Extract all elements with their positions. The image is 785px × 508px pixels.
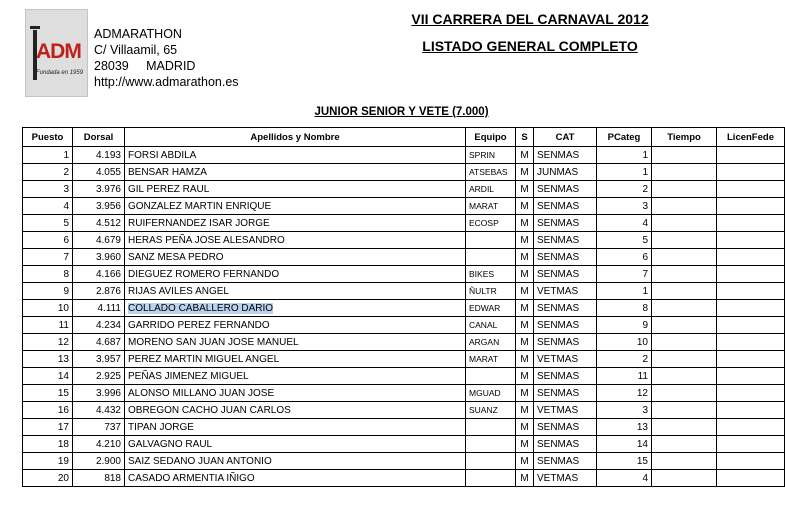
cell-dorsal: 4.687 [73, 334, 125, 351]
cell-puesto: 19 [23, 453, 73, 470]
cell-licenfede [717, 164, 785, 181]
cell-dorsal: 2.925 [73, 368, 125, 385]
cell-equipo [466, 470, 516, 487]
cell-cat: SENMAS [534, 453, 597, 470]
cell-pcateg: 11 [597, 368, 652, 385]
cell-cat: SENMAS [534, 215, 597, 232]
cell-nombre: SAIZ SEDANO JUAN ANTONIO [125, 453, 466, 470]
cell-nombre: PEREZ MARTIN MIGUEL ANGEL [125, 351, 466, 368]
cell-nombre: RUIFERNANDEZ ISAR JORGE [125, 215, 466, 232]
cell-sexo: M [516, 419, 534, 436]
cell-pcateg: 3 [597, 402, 652, 419]
cell-tiempo [652, 181, 717, 198]
cell-sexo: M [516, 368, 534, 385]
cell-equipo: MARAT [466, 351, 516, 368]
table-row [23, 249, 785, 266]
cell-nombre: PEÑAS JIMENEZ MIGUEL [125, 368, 466, 385]
cell-sexo: M [516, 215, 534, 232]
cell-dorsal: 3.956 [73, 198, 125, 215]
cell-pcateg: 9 [597, 317, 652, 334]
cell-equipo: ÑULTR [466, 283, 516, 300]
cell-cat: SENMAS [534, 368, 597, 385]
cell-tiempo [652, 300, 717, 317]
table-row [23, 266, 785, 283]
cell-nombre: FORSI ABDILA [125, 147, 466, 164]
logo-tick [30, 26, 40, 29]
cell-cat: SENMAS [534, 181, 597, 198]
table-row [23, 334, 785, 351]
cell-tiempo [652, 385, 717, 402]
col-pcateg: PCateg [597, 128, 652, 147]
cell-licenfede [717, 334, 785, 351]
cell-sexo: M [516, 198, 534, 215]
table-row [23, 317, 785, 334]
cell-pcateg: 1 [597, 283, 652, 300]
cell-nombre: GIL PEREZ RAUL [125, 181, 466, 198]
cell-equipo: ATSEBAS [466, 164, 516, 181]
cell-licenfede [717, 249, 785, 266]
cell-licenfede [717, 198, 785, 215]
table-row [23, 300, 785, 317]
cell-cat: SENMAS [534, 300, 597, 317]
cell-tiempo [652, 317, 717, 334]
col-dorsal: Dorsal [73, 128, 125, 147]
cell-cat: SENMAS [534, 419, 597, 436]
cell-tiempo [652, 215, 717, 232]
cell-equipo: ARDIL [466, 181, 516, 198]
cell-puesto: 2 [23, 164, 73, 181]
cell-pcateg: 2 [597, 351, 652, 368]
cell-sexo: M [516, 232, 534, 249]
organizer-address [94, 26, 239, 90]
cell-licenfede [717, 300, 785, 317]
cell-puesto: 8 [23, 266, 73, 283]
cell-nombre: GARRIDO PEREZ FERNANDO [125, 317, 466, 334]
cell-sexo: M [516, 283, 534, 300]
cell-puesto: 3 [23, 181, 73, 198]
cell-tiempo [652, 419, 717, 436]
cell-equipo [466, 436, 516, 453]
table-row [23, 385, 785, 402]
cell-equipo: ECOSP [466, 215, 516, 232]
cell-sexo: M [516, 181, 534, 198]
cell-puesto: 13 [23, 351, 73, 368]
cell-dorsal: 4.512 [73, 215, 125, 232]
cell-licenfede [717, 436, 785, 453]
cell-licenfede [717, 147, 785, 164]
cell-sexo: M [516, 470, 534, 487]
cell-puesto: 16 [23, 402, 73, 419]
table-row [23, 419, 785, 436]
cell-sexo: M [516, 147, 534, 164]
cell-pcateg: 14 [597, 436, 652, 453]
logo-year: Fundada en 1959 [36, 70, 84, 76]
col-puesto: Puesto [23, 128, 73, 147]
cell-nombre: TIPAN JORGE [125, 419, 466, 436]
cell-licenfede [717, 181, 785, 198]
cell-licenfede [717, 368, 785, 385]
col-cat: CAT [534, 128, 597, 147]
category-heading: JUNIOR SENIOR Y VETE (7.000) [314, 106, 489, 118]
cell-puesto: 11 [23, 317, 73, 334]
cell-equipo: MARAT [466, 198, 516, 215]
cell-equipo [466, 232, 516, 249]
cell-sexo: M [516, 249, 534, 266]
cell-pcateg: 15 [597, 453, 652, 470]
cell-nombre: ALONSO MILLANO JUAN JOSE [125, 385, 466, 402]
cell-tiempo [652, 436, 717, 453]
cell-equipo: ARGAN [466, 334, 516, 351]
org-name: ADMARATHON [94, 27, 182, 41]
cell-pcateg: 4 [597, 470, 652, 487]
cell-cat: SENMAS [534, 436, 597, 453]
cell-cat: SENMAS [534, 232, 597, 249]
table-row [23, 470, 785, 487]
cell-licenfede [717, 351, 785, 368]
cell-sexo: M [516, 334, 534, 351]
col-sexo: S [516, 128, 534, 147]
cell-puesto: 18 [23, 436, 73, 453]
cell-sexo: M [516, 266, 534, 283]
cell-cat: SENMAS [534, 198, 597, 215]
document-subtitle: LISTADO GENERAL COMPLETO [422, 38, 638, 54]
cell-puesto: 12 [23, 334, 73, 351]
cell-tiempo [652, 147, 717, 164]
cell-pcateg: 4 [597, 215, 652, 232]
table-row [23, 164, 785, 181]
cell-nombre: CASADO ARMENTIA IÑIGO [125, 470, 466, 487]
logo-text: ADM [36, 40, 81, 63]
cell-tiempo [652, 249, 717, 266]
cell-equipo [466, 419, 516, 436]
cell-licenfede [717, 283, 785, 300]
cell-equipo: SUANZ [466, 402, 516, 419]
cell-licenfede [717, 215, 785, 232]
cell-pcateg: 8 [597, 300, 652, 317]
cell-tiempo [652, 368, 717, 385]
cell-tiempo [652, 266, 717, 283]
cell-pcateg: 1 [597, 147, 652, 164]
cell-tiempo [652, 470, 717, 487]
cell-puesto: 9 [23, 283, 73, 300]
cell-pcateg: 12 [597, 385, 652, 402]
cell-nombre: BENSAR HAMZA [125, 164, 466, 181]
col-tiempo: Tiempo [652, 128, 717, 147]
cell-cat: VETMAS [534, 470, 597, 487]
cell-pcateg: 13 [597, 419, 652, 436]
cell-cat: VETMAS [534, 402, 597, 419]
table-row [23, 453, 785, 470]
cell-dorsal: 3.996 [73, 385, 125, 402]
col-nombre: Apellidos y Nombre [125, 128, 466, 147]
cell-licenfede [717, 232, 785, 249]
table-row [23, 368, 785, 385]
cell-puesto: 4 [23, 198, 73, 215]
cell-dorsal: 4.193 [73, 147, 125, 164]
cell-tiempo [652, 334, 717, 351]
table-row [23, 147, 785, 164]
cell-licenfede [717, 470, 785, 487]
cell-pcateg: 2 [597, 181, 652, 198]
cell-puesto: 17 [23, 419, 73, 436]
cell-dorsal: 4.679 [73, 232, 125, 249]
cell-dorsal: 818 [73, 470, 125, 487]
table-row [23, 198, 785, 215]
cell-cat: JUNMAS [534, 164, 597, 181]
cell-tiempo [652, 232, 717, 249]
cell-dorsal: 737 [73, 419, 125, 436]
cell-equipo: SPRIN [466, 147, 516, 164]
cell-nombre: MORENO SAN JUAN JOSE MANUEL [125, 334, 466, 351]
cell-dorsal: 4.055 [73, 164, 125, 181]
table-row [23, 181, 785, 198]
cell-nombre: DIEGUEZ ROMERO FERNANDO [125, 266, 466, 283]
table-row [23, 351, 785, 368]
cell-dorsal: 2.900 [73, 453, 125, 470]
cell-dorsal: 2.876 [73, 283, 125, 300]
cell-pcateg: 1 [597, 164, 652, 181]
table-row [23, 436, 785, 453]
table-row [23, 402, 785, 419]
cell-nombre: GONZALEZ MARTIN ENRIQUE [125, 198, 466, 215]
cell-dorsal: 3.957 [73, 351, 125, 368]
results-body [23, 147, 785, 487]
cell-cat: SENMAS [534, 266, 597, 283]
cell-sexo: M [516, 317, 534, 334]
cell-dorsal: 4.234 [73, 317, 125, 334]
street-address: C/ Villaamil, 65 [94, 43, 178, 57]
cell-equipo: BIKES [466, 266, 516, 283]
cell-sexo: M [516, 436, 534, 453]
cell-pcateg: 5 [597, 232, 652, 249]
cell-puesto: 5 [23, 215, 73, 232]
cell-dorsal: 4.432 [73, 402, 125, 419]
cell-licenfede [717, 453, 785, 470]
table-row [23, 215, 785, 232]
cell-licenfede [717, 385, 785, 402]
adm-logo [25, 9, 88, 97]
cell-cat: SENMAS [534, 334, 597, 351]
selected-name-text[interactable]: COLLADO CABALLERO DARIO [128, 302, 274, 314]
cell-cat: SENMAS [534, 385, 597, 402]
cell-nombre [125, 300, 466, 317]
cell-tiempo [652, 283, 717, 300]
cell-tiempo [652, 453, 717, 470]
cell-equipo: EDWAR [466, 300, 516, 317]
cell-pcateg: 10 [597, 334, 652, 351]
cell-sexo: M [516, 351, 534, 368]
cell-puesto: 15 [23, 385, 73, 402]
cell-cat: SENMAS [534, 317, 597, 334]
cell-nombre: SANZ MESA PEDRO [125, 249, 466, 266]
cell-licenfede [717, 402, 785, 419]
cell-nombre: OBREGON CACHO JUAN CARLOS [125, 402, 466, 419]
cell-dorsal: 4.111 [73, 300, 125, 317]
cell-puesto: 14 [23, 368, 73, 385]
cell-licenfede [717, 266, 785, 283]
cell-equipo [466, 249, 516, 266]
results-table [22, 127, 785, 487]
cell-puesto: 20 [23, 470, 73, 487]
cell-puesto: 1 [23, 147, 73, 164]
cell-tiempo [652, 351, 717, 368]
cell-puesto: 10 [23, 300, 73, 317]
cell-nombre: RIJAS AVILES ANGEL [125, 283, 466, 300]
cell-sexo: M [516, 453, 534, 470]
cell-puesto: 6 [23, 232, 73, 249]
cell-licenfede [717, 419, 785, 436]
cell-nombre: GALVAGNO RAUL [125, 436, 466, 453]
cell-equipo: CANAL [466, 317, 516, 334]
postal-code: 28039 [94, 59, 129, 73]
cell-tiempo [652, 402, 717, 419]
cell-sexo: M [516, 385, 534, 402]
cell-puesto: 7 [23, 249, 73, 266]
table-row [23, 283, 785, 300]
col-equipo: Equipo [466, 128, 516, 147]
cell-dorsal: 4.210 [73, 436, 125, 453]
cell-cat: SENMAS [534, 249, 597, 266]
cell-sexo: M [516, 164, 534, 181]
cell-cat: VETMAS [534, 351, 597, 368]
website: http://www.admarathon.es [94, 75, 239, 89]
cell-cat: SENMAS [534, 147, 597, 164]
cell-equipo [466, 368, 516, 385]
cell-tiempo [652, 164, 717, 181]
postal-city [94, 58, 239, 74]
cell-pcateg: 6 [597, 249, 652, 266]
cell-equipo [466, 453, 516, 470]
cell-equipo: MGUAD [466, 385, 516, 402]
cell-dorsal: 4.166 [73, 266, 125, 283]
cell-cat: VETMAS [534, 283, 597, 300]
col-licenfede: LicenFede [717, 128, 785, 147]
cell-dorsal: 3.976 [73, 181, 125, 198]
cell-sexo: M [516, 402, 534, 419]
table-header-row [23, 128, 785, 147]
cell-pcateg: 7 [597, 266, 652, 283]
table-row [23, 232, 785, 249]
cell-pcateg: 3 [597, 198, 652, 215]
cell-tiempo [652, 198, 717, 215]
cell-nombre: HERAS PEÑA JOSE ALESANDRO [125, 232, 466, 249]
cell-dorsal: 3.960 [73, 249, 125, 266]
cell-sexo: M [516, 300, 534, 317]
document-title: VII CARRERA DEL CARNAVAL 2012 [411, 11, 649, 27]
city: MADRID [146, 59, 196, 73]
cell-licenfede [717, 317, 785, 334]
